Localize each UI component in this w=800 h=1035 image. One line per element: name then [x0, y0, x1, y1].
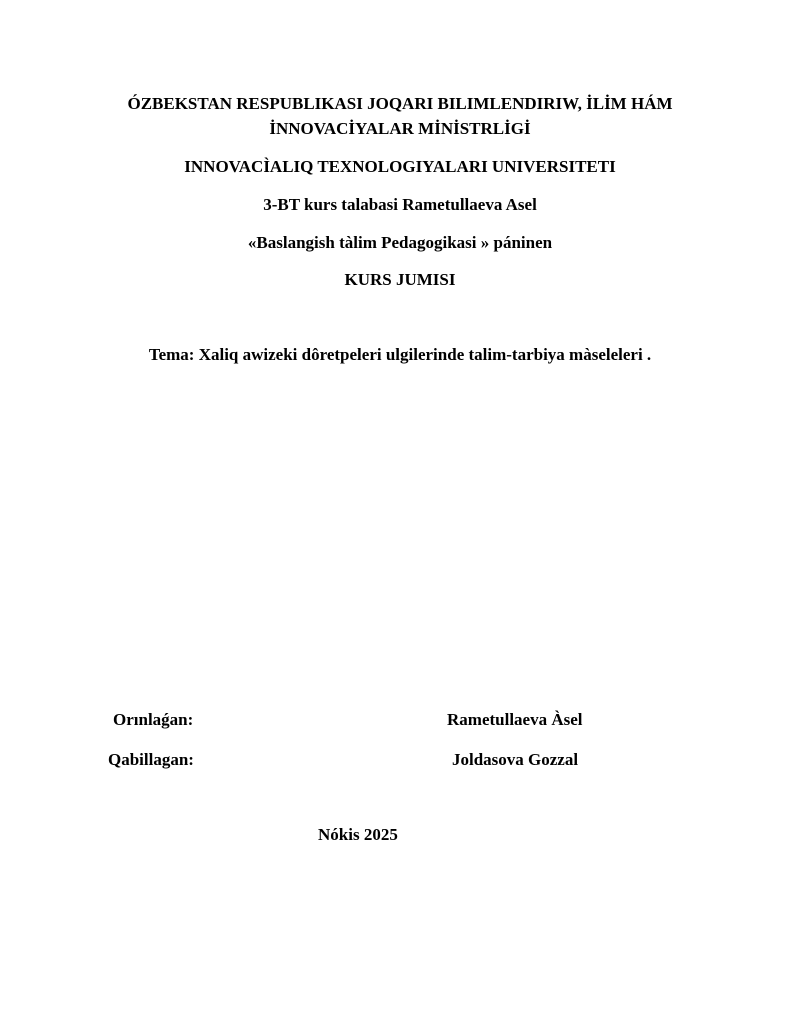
work-type-title: KURS JUMISI	[344, 270, 456, 289]
performer-name: Rametullaeva Àsel	[447, 710, 583, 729]
ministry-title-line-2: İNNOVACİYALAR MİNİSTRLİGİ	[269, 119, 531, 138]
performer-label: Orınlaǵan:	[113, 710, 194, 729]
university-name: INNOVACÌALIQ TEXNOLOGIYALARI UNIVERSITETI	[184, 157, 616, 176]
subject-line: «Baslangish tàlim Pedagogikasi » páninen	[247, 233, 553, 252]
accepter-label: Qabillagan:	[108, 750, 194, 769]
topic-line: Tema: Xaliq awizeki dôretpeleri ulgilerinde talim-tarbiya màseleleri .	[148, 345, 652, 364]
student-line: 3-BT kurs talabasi Rametullaeva Asel	[263, 195, 537, 214]
ministry-title-line-1: ÓZBEKSTAN RESPUBLIKASI JOQARI BILIMLENDIRIW, İLİM HÁM	[127, 94, 673, 113]
accepter-name: Joldasova Gozzal	[452, 750, 579, 769]
city-year: Nókis 2025	[318, 825, 398, 844]
